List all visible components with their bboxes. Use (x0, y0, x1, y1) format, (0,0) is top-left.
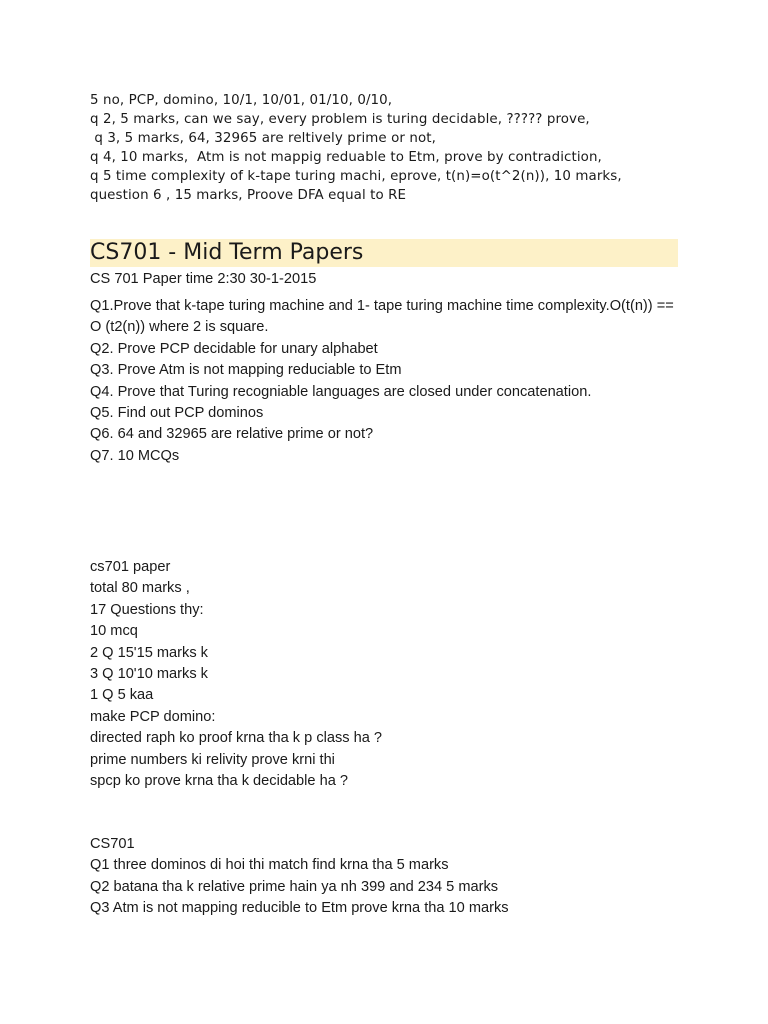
question-line: Q4. Prove that Turing recogniable languages are closed under concatenation. (90, 383, 592, 400)
question-line: Q5. Find out PCP dominos (90, 405, 264, 422)
notes-line: 17 Questions thy: (90, 601, 204, 618)
paper-notes-3 (90, 834, 690, 920)
question-line: Q3. Prove Atm is not mapping reduciable to Etm (90, 362, 402, 379)
notes-line: total 80 marks , (90, 580, 190, 597)
intro-line: q 5 time complexity of k-tape turing machi, eprove, t(n)=o(t^2(n)), 10 marks, (90, 169, 622, 184)
intro-notes (90, 91, 690, 205)
notes-line: CS701 (90, 836, 135, 852)
notes-line: Q2 batana tha k relative prime hain ya nh 399 and 234 5 marks (90, 878, 499, 895)
notes-line: 10 mcq (90, 623, 138, 640)
paper-time-line: CS 701 Paper time 2:30 30-1-2015 (90, 271, 317, 287)
paper-questions (90, 296, 690, 467)
question-line: Q7. 10 MCQs (90, 447, 180, 464)
notes-line: 3 Q 10'10 marks k (90, 666, 208, 683)
intro-line: question 6 , 15 marks, Proove DFA equal to RE (90, 188, 407, 203)
intro-line: q 4, 10 marks, Atm is not mappig reduable to Etm, prove by contradiction, (90, 150, 602, 165)
section-heading: CS701 - Mid Term Papers (90, 239, 678, 267)
notes-line: directed raph ko proof krna tha k p class ha ? (90, 730, 383, 747)
intro-line: 5 no, PCP, domino, 10/1, 10/01, 01/10, 0/10, (90, 93, 393, 108)
notes-line: make PCP domino: (90, 708, 216, 725)
notes-line: 1 Q 5 kaa (90, 687, 154, 704)
notes-line: spcp ko prove krna tha k decidable ha ? (90, 773, 348, 790)
notes-line: Q1 three dominos di hoi thi match find krna tha 5 marks (90, 857, 449, 874)
question-line: O (t2(n)) where 2 is square. (90, 319, 269, 336)
notes-line: 2 Q 15'15 marks k (90, 644, 208, 661)
notes-line: Q3 Atm is not mapping reducible to Etm prove krna tha 10 marks (90, 900, 509, 917)
notes-line: cs701 paper (90, 559, 171, 575)
notes-line: prime numbers ki relivity prove krni thi (90, 751, 335, 768)
paper-notes-2 (90, 557, 690, 792)
intro-line: q 3, 5 marks, 64, 32965 are reltively prime or not, (90, 131, 436, 146)
question-line: Q1.Prove that k-tape turing machine and 1- tape turing machine time complexity.O(t(n)) == (90, 298, 674, 314)
paper-subtitle (90, 269, 690, 290)
intro-line: q 2, 5 marks, can we say, every problem is turing decidable, ????? prove, (90, 112, 590, 127)
question-line: Q6. 64 and 32965 are relative prime or not? (90, 426, 374, 443)
question-line: Q2. Prove PCP decidable for unary alphabet (90, 340, 378, 357)
